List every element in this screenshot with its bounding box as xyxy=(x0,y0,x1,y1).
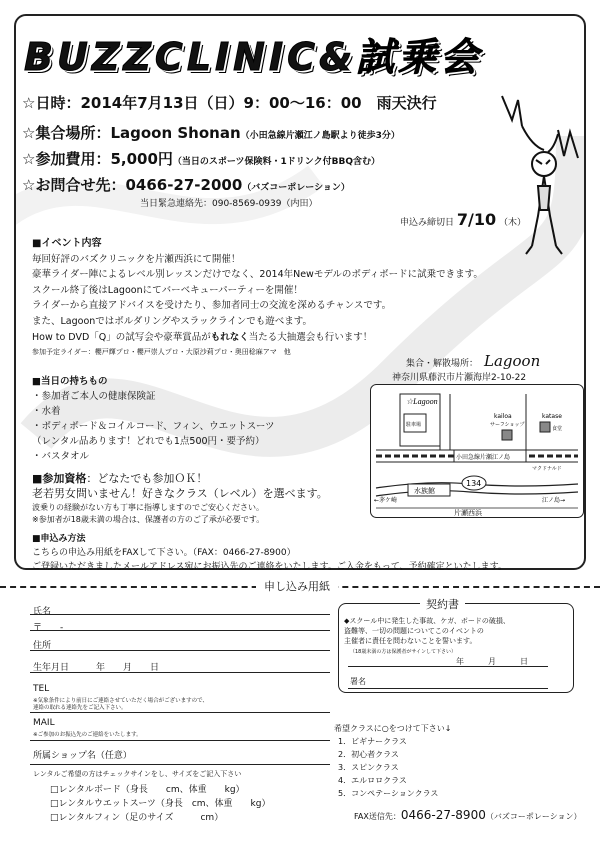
belonging-item: ・バスタオル xyxy=(32,451,90,462)
emergency-contact: 当日緊急連絡先：090-8569-0939（内田） xyxy=(140,199,318,209)
contract-line: ◆スクール中に発生した事故、ケガ、ボードの破損、 xyxy=(344,617,510,625)
map-shop2: katase xyxy=(542,413,562,420)
tel-note: 連絡の取れる連絡先をご記入下さい。 xyxy=(33,705,127,711)
address-field[interactable] xyxy=(30,650,330,651)
map-mcd-label: マクドナルド xyxy=(532,466,562,472)
qualification-section xyxy=(32,470,328,526)
name-label: 氏名 xyxy=(33,607,52,617)
qualification-line: 波乗りの経験がない方も丁寧に指導しますのでご安心ください。 xyxy=(32,503,264,512)
shop-label: 所属ショップ名（任意） xyxy=(33,751,132,761)
event-line: スクール終了後はLagoonにてバーベキューパーティーを開催！ xyxy=(32,284,303,296)
contact-note: （バズコーポレーション） xyxy=(242,183,350,193)
map-station-label: 小田急線片瀬江ノ島 xyxy=(456,454,511,461)
qualification-heading: ■参加資格 xyxy=(32,472,87,485)
meeting-place-brand: Lagoon xyxy=(484,352,541,370)
meeting-address: 神奈川県藤沢市片瀬海岸2-10-22 xyxy=(392,373,527,383)
event-line: ライダーから直接アドバイスを受けたり、参加者同士の交流を深めるチャンスです。 xyxy=(32,300,392,312)
apply-line: こちらの申込み用紙をFAXして下さい。（FAX：0466-27-8900） xyxy=(32,548,296,558)
map-lagoon-label: ☆Lagoon xyxy=(406,397,438,406)
fax-number: 0466-27-8900 xyxy=(400,808,486,822)
mascot-peace-sign-illustration xyxy=(492,86,588,256)
mail-field[interactable] xyxy=(30,740,330,741)
deadline-date: 7/10 xyxy=(456,210,497,229)
contract-sign-label: 署名 xyxy=(350,677,366,686)
fee-line xyxy=(22,148,380,169)
place-note: （小田急線片瀬江ノ島駅より徒歩3分） xyxy=(240,131,400,141)
map-shop2b: 食堂 xyxy=(552,426,563,432)
route-134: 134 xyxy=(466,479,482,488)
rental-fin-checkbox[interactable]: □レンタルフィン（足のサイズ cm） xyxy=(50,813,224,823)
apply-line: ご登録いただきましたメールアドレス宛にお振込先のご連絡をいたします。ご入金をもって、予約確定といたします。 xyxy=(32,562,507,572)
address-label: 住所 xyxy=(33,641,52,651)
qualification-tail: ：どなたでも参加ＯＫ！ xyxy=(86,472,208,485)
class-option[interactable]: 2．初心者クラス xyxy=(338,750,399,759)
belongings-section xyxy=(32,374,274,464)
meeting-place-heading: 集合・解散場所： xyxy=(406,359,479,369)
tel-label: TEL xyxy=(33,684,50,694)
deadline-day: （木） xyxy=(499,218,527,228)
access-map xyxy=(370,384,584,518)
map-parking-label: 駐車場 xyxy=(406,422,422,428)
fax-company: （バズコーポレーション） xyxy=(485,812,582,821)
lottery-post: 当たる大抽選会も行います！ xyxy=(248,331,373,343)
deadline-label: 申込み締切日 xyxy=(400,218,455,228)
map-beach-label: 片瀬西浜 xyxy=(454,509,482,517)
contact-line xyxy=(22,174,350,195)
postal-field[interactable] xyxy=(30,630,330,631)
contract-title: 契約書 xyxy=(420,596,465,612)
class-heading: 希望クラスに○をつけて下さい↓ xyxy=(334,724,452,733)
apply-heading: ■申込み方法 xyxy=(32,534,86,544)
belonging-item: ・水着 xyxy=(32,406,61,417)
belonging-item: ・参加者ご本人の健康保険証 xyxy=(32,391,156,402)
rental-note: レンタルご希望の方はチェックサインをし、サイズをご記入下さい xyxy=(33,770,242,778)
rental-wetsuit-checkbox[interactable]: □レンタルウエットスーツ（身長 cm、体重 kg） xyxy=(50,799,271,809)
place-line xyxy=(22,122,400,143)
class-option[interactable]: 5．コンペテーションクラス xyxy=(338,789,439,798)
fax-destination xyxy=(354,808,582,822)
event-line: また、Lagoonではボルダリングやスラックラインでも遊べます。 xyxy=(32,315,312,327)
belonging-item: （レンタル品あります！どれでも1点500円・要予約） xyxy=(32,436,265,447)
event-section xyxy=(32,236,483,361)
fee-note: （当日のスポーツ保険料・1ドリンク付BBQ含む） xyxy=(172,157,381,167)
shop-field[interactable] xyxy=(30,764,330,765)
apply-section xyxy=(32,532,507,574)
name-field[interactable] xyxy=(30,614,330,615)
date-line: ☆日時：2014年7月13日（日）9：00〜16：00 雨天決行 xyxy=(22,94,437,112)
postal-label: 〒 - xyxy=(33,623,64,633)
qualification-line: ※参加者が18歳未満の場合は、保護者の方のご了承が必要です。 xyxy=(32,515,265,524)
map-shop1: kailoa xyxy=(494,413,512,420)
contract-date[interactable]: 年 月 日 xyxy=(456,657,528,666)
riders-list: 参加予定ライダー：櫻戸輝プロ・櫻戸崇人プロ・大原沙莉プロ・奥田稔麻アマ 他 xyxy=(32,348,291,357)
lottery-pre: How to DVD「Q」の試写会や豪華賞品が xyxy=(32,331,211,343)
lottery-line xyxy=(32,330,483,346)
belonging-item: ・ボディボード＆コイルコード、フィン、ウエットスーツ xyxy=(32,421,275,432)
form-divider-title: 申し込み用紙 xyxy=(256,578,338,594)
event-heading: ■イベント内容 xyxy=(32,238,102,249)
contract-guardian-note: （18歳未満の方は保護者がサインして下さい） xyxy=(350,649,457,655)
meeting-place xyxy=(406,352,540,370)
tel-field[interactable] xyxy=(30,712,330,713)
birth-label: 生年月日 年 月 日 xyxy=(33,663,160,673)
class-option[interactable]: 4．エルロロクラス xyxy=(338,776,407,785)
mail-label: MAIL xyxy=(33,718,55,728)
contract-text xyxy=(344,616,510,646)
class-option[interactable]: 3．スピンクラス xyxy=(338,763,399,772)
class-selection xyxy=(334,722,451,800)
map-shop1b: サーフショップ xyxy=(490,422,525,428)
map-left-direction: ←茅ケ崎 xyxy=(374,497,398,504)
rental-board-checkbox[interactable]: □レンタルボード（身長 cm、体重 kg） xyxy=(50,785,245,795)
contact-label: ☆お問合せ先：0466-27-2000 xyxy=(22,176,243,194)
event-title: BUZZCLINIC&試乗会 xyxy=(24,35,483,79)
tel-note: ※気象条件により前日にご連絡させていただく場合がございますので、 xyxy=(33,698,209,704)
map-right-direction: 江ノ島→ xyxy=(542,497,566,504)
contract-line: 主催者に責任を問わないことを誓います。 xyxy=(344,637,477,645)
event-line: 豪華ライダー陣によるレベル別レッスンだけでなく、2014年Newモデルのボディボードに試乗できます。 xyxy=(32,269,483,281)
fee-label: ☆参加費用：5,000円 xyxy=(22,150,173,168)
map-aquarium-label: 水族館 xyxy=(414,487,435,495)
place-label: ☆集合場所：Lagoon Shonan xyxy=(22,124,241,142)
signature-field[interactable] xyxy=(348,688,548,689)
contract-line: 盗難等、一切の問題についてこのイベントの xyxy=(344,627,484,635)
qualification-line: 老若男女問いません！好きなクラス（レベル）を選べます。 xyxy=(32,487,328,500)
deadline xyxy=(400,210,526,229)
class-option[interactable]: 1．ビギナークラス xyxy=(338,737,407,746)
belongings-heading: ■当日の持ちもの xyxy=(32,376,108,387)
fax-label: FAX送信先： xyxy=(354,812,401,821)
mail-note: ※ご参加のお振込先のご連絡をいたします。 xyxy=(33,732,142,738)
lottery-bold: もれなく xyxy=(210,331,249,343)
birth-field[interactable] xyxy=(30,672,330,673)
event-line: 毎回好評のバズクリニックを片瀬西浜にて開催！ xyxy=(32,253,241,265)
